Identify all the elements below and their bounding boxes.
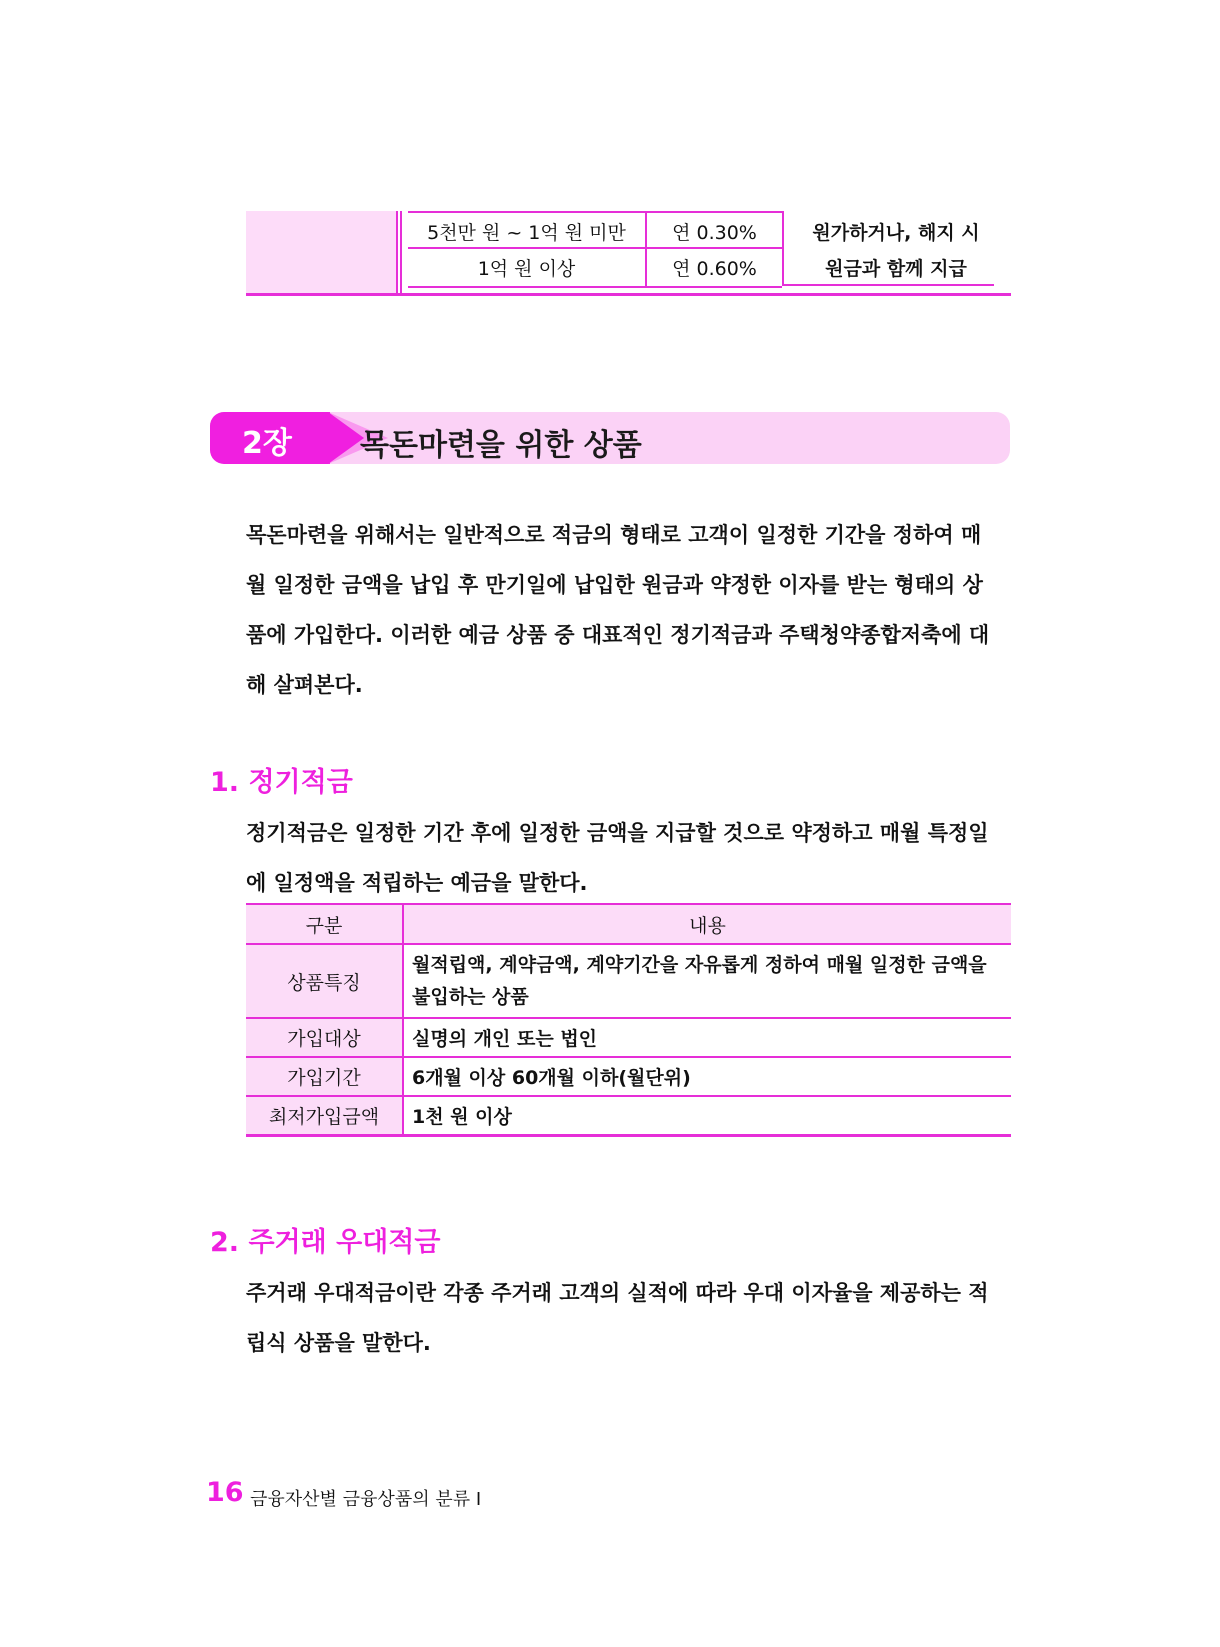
payment-note-line1: 원가하거나, 해지 시 <box>812 222 980 244</box>
intro-line: 해 살펴본다. <box>246 673 363 697</box>
page-number: 16 <box>206 1477 244 1508</box>
header-category: 구분 <box>246 905 403 944</box>
row-label: 최저가입금액 <box>246 1096 403 1136</box>
table-row <box>246 1018 1011 1057</box>
table-divider <box>400 211 402 293</box>
tier-rate-1: 연 0.30% <box>672 222 757 244</box>
payment-note-line2: 원금과 함께 지급 <box>825 258 967 280</box>
column-divider <box>782 211 784 286</box>
chapter-banner <box>210 412 1010 464</box>
table-bottom-border <box>246 293 1011 296</box>
row-divider <box>408 247 782 249</box>
row-value <box>403 944 1011 1018</box>
intro-line: 월 일정한 금액을 납입 후 만기일에 납입한 원금과 약정한 이자를 받는 형태의 상 <box>246 573 983 597</box>
row-value: 1천 원 이상 <box>403 1096 1011 1136</box>
row-divider <box>784 284 994 286</box>
tier-range-1: 5천만 원 ~ 1억 원 미만 <box>427 222 626 244</box>
section-heading-1: 1. 정기적금 <box>210 767 353 798</box>
intro-paragraph <box>246 510 1016 710</box>
table-label-column <box>246 211 396 293</box>
table-row <box>246 1096 1011 1136</box>
section1-line: 정기적금은 일정한 기간 후에 일정한 금액을 지급할 것으로 약정하고 매월 특정일 <box>246 821 989 845</box>
table-header-row <box>246 905 1011 944</box>
tier-rate-2: 연 0.60% <box>672 258 757 280</box>
section1-line: 에 일정액을 적립하는 예금을 말한다. <box>246 871 588 895</box>
row-label: 상품특징 <box>246 944 403 1018</box>
tier-range-2: 1억 원 이상 <box>477 258 576 280</box>
table-row <box>246 1057 1011 1096</box>
section2-line: 주거래 우대적금이란 각종 주거래 고객의 실적에 따라 우대 이자율을 제공하는 적 <box>246 1281 989 1305</box>
chapter-label: 2장 <box>242 426 292 461</box>
row-value: 실명의 개인 또는 법인 <box>403 1018 1011 1057</box>
section1-paragraph <box>246 808 1016 908</box>
section2-line: 립식 상품을 말한다. <box>246 1331 431 1355</box>
intro-line: 목돈마련을 위해서는 일반적으로 적금의 형태로 고객이 일정한 기간을 정하여 매 <box>246 523 982 547</box>
header-content: 내용 <box>403 905 1011 944</box>
section-heading-2: 2. 주거래 우대적금 <box>210 1227 441 1258</box>
row-value-line: 월적립액, 계약금액, 계약기간을 자유롭게 정하여 매월 일정한 금액을 <box>412 954 987 976</box>
product-info-table <box>246 905 1011 1137</box>
row-label: 가입대상 <box>246 1018 403 1057</box>
chapter-title: 목돈마련을 위한 상품 <box>360 428 642 463</box>
row-value-line: 불입하는 상품 <box>412 986 529 1008</box>
chapter-arrow <box>328 412 364 464</box>
table-divider <box>396 211 398 293</box>
running-footer-title: 금융자산별 금융상품의 분류 I <box>250 1489 482 1510</box>
rate-table-continuation <box>246 211 1011 295</box>
section2-paragraph <box>246 1268 1016 1368</box>
intro-line: 품에 가입한다. 이러한 예금 상품 중 대표적인 정기적금과 주택청약종합저축에 대 <box>246 623 990 647</box>
row-value: 6개월 이상 60개월 이하(월단위) <box>403 1057 1011 1096</box>
table-row <box>246 944 1011 1018</box>
row-label: 가입기간 <box>246 1057 403 1096</box>
